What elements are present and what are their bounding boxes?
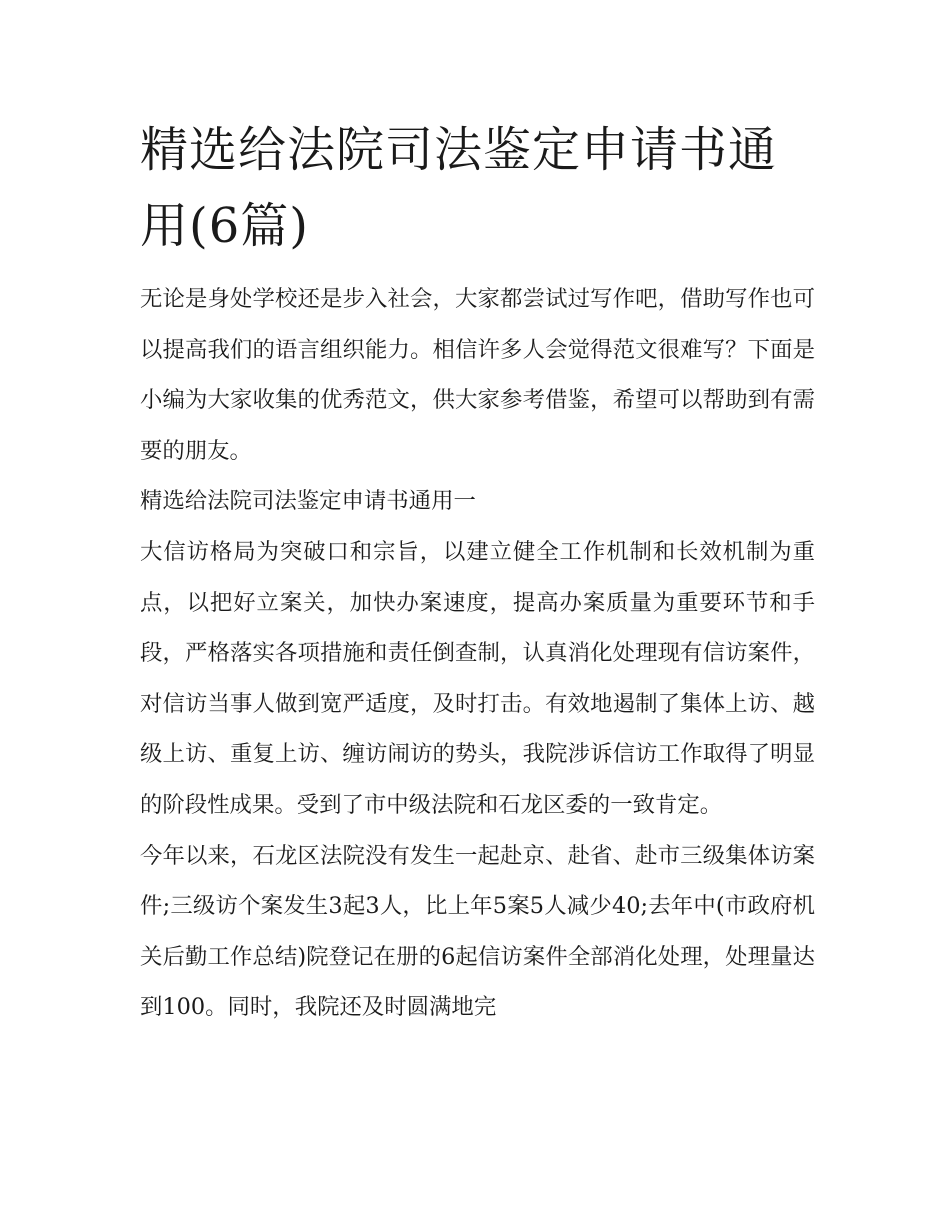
body-paragraph-2: 今年以来，石龙区法院没有发生一起赴京、赴省、赴市三级集体访案件;三级访个案发生3起3人，比上年5案5人减少40;去年中(市政府机关后勤工作总结)院登记在册的6起信访案件全部消化处理，处理量达到100。同时，我院还及时圆满地完: [140, 842, 815, 1021]
body-paragraph-1: 大信访格局为突破口和宗旨，以建立健全工作机制和长效机制为重点，以把好立案关，加快办案速度，提高办案质量为重要环节和手段，严格落实各项措施和责任倒查制，认真消化处理现有信访案件，对信访当事人做到宽严适度，及时打击。有效地遏制了集体上访、越级上访、重复上访、缠访闹访的势头，我院涉诉信访工作取得了明显的阶段性成果。受到了市中级法院和石龙区委的一致肯定。: [140, 538, 815, 818]
intro-paragraph: 无论是身处学校还是步入社会，大家都尝试过写作吧，借助写作也可以提高我们的语言组织能力。相信许多人会觉得范文很难写？下面是小编为大家收集的优秀范文，供大家参考借鉴，希望可以帮助到有需要的朋友。: [140, 286, 815, 464]
document-title: 精选给法院司法鉴定申请书通用(6篇): [140, 122, 778, 254]
section-heading: 精选给法院司法鉴定申请书通用一: [140, 488, 476, 515]
document-body: [140, 112, 815, 1033]
